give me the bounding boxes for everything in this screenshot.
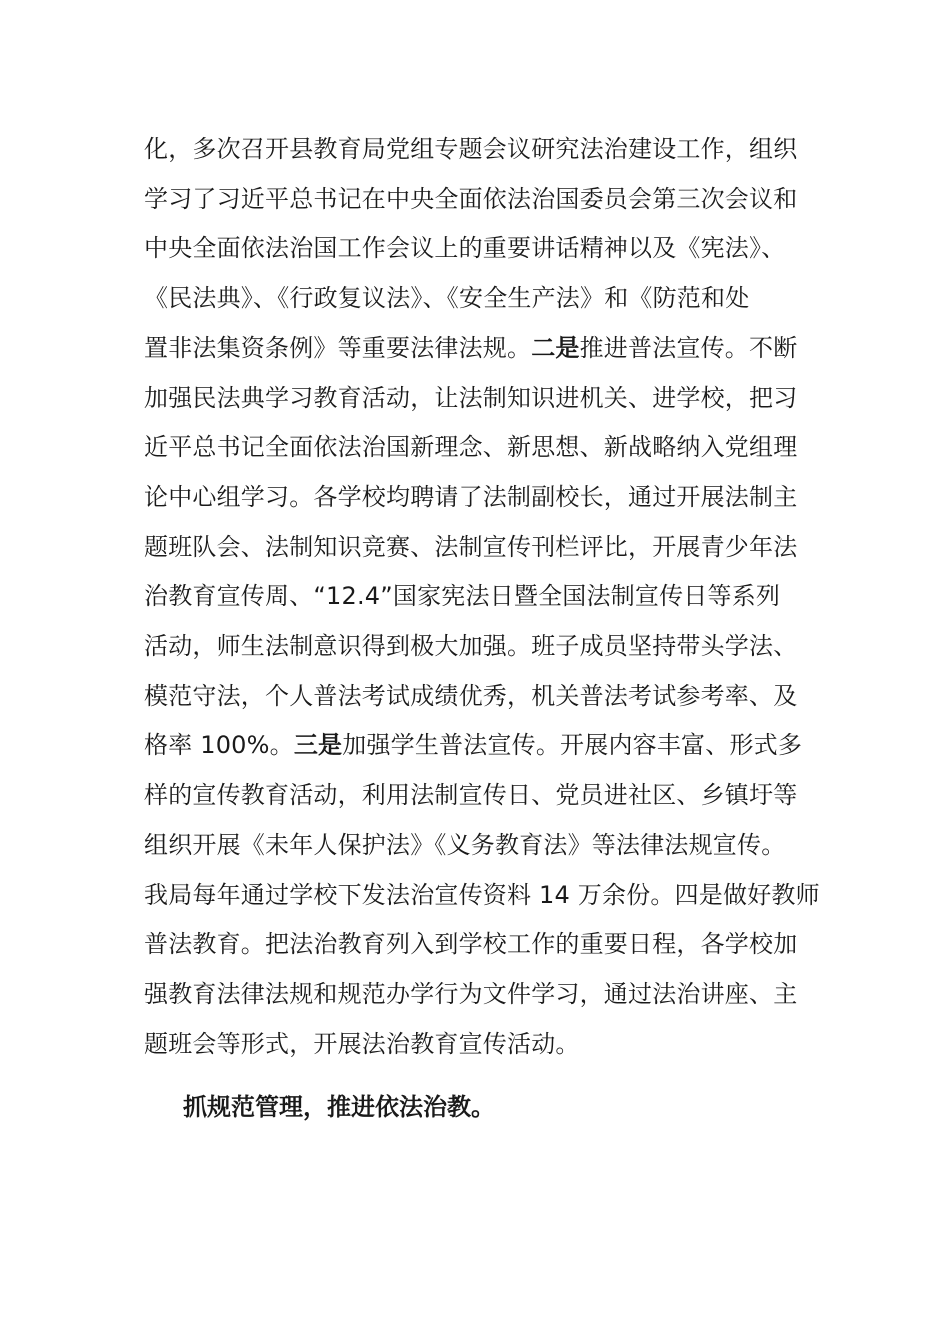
text-run: 中央全面依法治国工作会议上的重要讲话精神以及《宪法》、 xyxy=(144,234,786,263)
bold-run: 二是 xyxy=(531,333,580,362)
text-run: 推进普法宣传。不断 xyxy=(579,333,798,362)
text-line xyxy=(144,282,749,314)
text-line xyxy=(144,779,797,811)
text-line xyxy=(144,1028,580,1060)
text-run: 置非法集资条例》等重要法律法规。 xyxy=(144,333,532,362)
text-run: 《民法典》、《行政复议法》、《安全生产法》和《防范和处 xyxy=(144,284,750,313)
text-line xyxy=(144,829,785,861)
text-line xyxy=(144,481,797,513)
text-run: 强教育法律法规和规范办学行为文件学习，通过法治讲座、主 xyxy=(144,979,798,1008)
text-run: 治教育宣传周、“12.4”国家宪法日暨全国法制宣传日等系列 xyxy=(144,582,781,611)
text-line xyxy=(144,382,797,414)
text-run: 题班会等形式，开展法治教育宣传活动。 xyxy=(144,1029,580,1058)
text-line xyxy=(144,928,797,960)
text-run: 近平总书记全面依法治国新理念、新思想、新战略纳入党组理 xyxy=(144,433,798,462)
text-run: 样的宣传教育活动，利用法制宣传日、党员进社区、乡镇圩等 xyxy=(144,781,798,810)
text-run: 化，多次召开县教育局党组专题会议研究法治建设工作，组织 xyxy=(144,135,798,163)
text-run: 普法教育。把法治教育列入到学校工作的重要日程，各学校加 xyxy=(144,930,798,959)
text-line xyxy=(144,580,780,612)
text-line xyxy=(144,531,797,563)
text-run: 加强民法典学习教育活动，让法制知识进机关、进学校，把习 xyxy=(144,383,798,412)
text-line xyxy=(144,332,797,364)
bold-run: 三是 xyxy=(293,731,343,760)
section-heading: 抓规范管理，推进依法治教。 xyxy=(183,1093,495,1121)
text-line xyxy=(144,630,797,662)
text-run: 组织开展《未年人保护法》《义务教育法》等法律法规宣传。 xyxy=(144,830,786,859)
text-run: 题班队会、法制知识竞赛、法制宣传刊栏评比，开展青少年法 xyxy=(144,532,798,561)
text-run: 我局每年通过学校下发法治宣传资料 14 万余份。四是做好教师 xyxy=(144,880,820,909)
text-line xyxy=(144,879,820,911)
text-line xyxy=(144,431,797,463)
text-run: 学习了习近平总书记在中央全面依法治国委员会第三次会议和 xyxy=(144,184,798,213)
text-line xyxy=(144,133,797,165)
text-line xyxy=(144,680,797,712)
text-line xyxy=(144,183,797,215)
text-run: 论中心组学习。各学校均聘请了法制副校长，通过开展法制主 xyxy=(144,482,798,511)
text-run: 格率 100%。 xyxy=(144,731,294,760)
text-run: 活动，师生法制意识得到极大加强。班子成员坚持带头学法、 xyxy=(144,632,798,660)
text-line xyxy=(144,978,797,1010)
text-run: 模范守法，个人普法考试成绩优秀，机关普法考试参考率、及 xyxy=(144,681,798,710)
text-line xyxy=(144,232,785,264)
text-run: 加强学生普法宣传。开展内容丰富、形式多 xyxy=(342,731,803,760)
text-line xyxy=(144,729,802,761)
